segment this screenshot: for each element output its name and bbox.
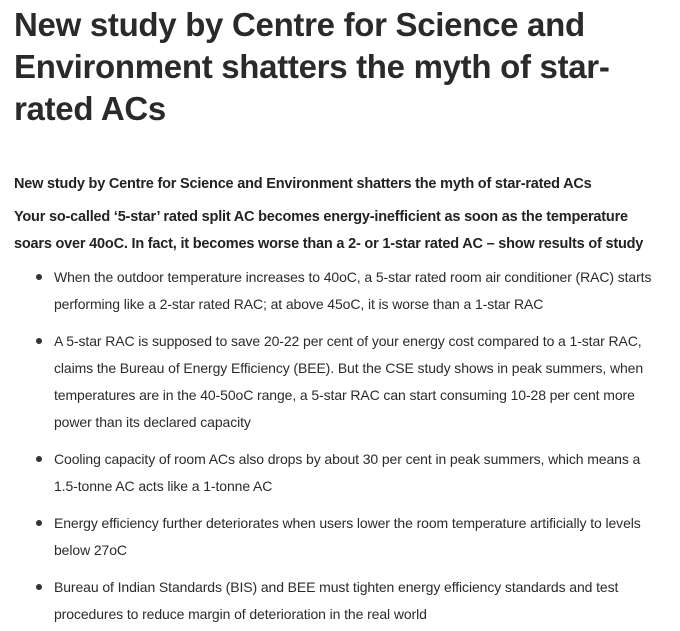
key-points-list (14, 264, 666, 628)
article-headline: New study by Centre for Science and Environment shatters the myth of star-rated ACs (14, 6, 610, 127)
bullet-icon (36, 456, 42, 462)
list-item-text: Cooling capacity of room ACs also drops by about 30 per cent in peak summers, which means a 1.5-tonne AC acts like a 1-tonne AC (54, 451, 641, 494)
bullet-icon (36, 520, 42, 526)
list-item (36, 446, 666, 500)
list-item-text: Energy efficiency further deteriorates when users lower the room temperature artificially to levels below 27oC (54, 515, 641, 558)
article-subhead: New study by Centre for Science and Environment shatters the myth of star-rated ACs (14, 176, 592, 192)
list-item (36, 264, 666, 318)
list-item (36, 574, 666, 628)
bullet-icon (36, 584, 42, 590)
list-item (36, 328, 666, 436)
list-item-text: When the outdoor temperature increases to 40oC, a 5-star rated room air conditioner (RAC) starts performing like a 2-star rated RAC; at above 45oC, it is worse than a 1-star RAC (54, 269, 652, 312)
article-intro: Your so-called ‘5-star’ rated split AC becomes energy-inefficient as soon as the temperature soars over 40oC. In fact, it becomes worse than a 2- or 1-star rated AC – show results of study (14, 209, 644, 252)
bullet-icon (36, 274, 42, 280)
list-item-text: A 5-star RAC is supposed to save 20-22 per cent of your energy cost compared to a 1-star RAC, claims the Bureau of Energy Efficiency (BEE). But the CSE study shows in peak summers, when temperatures are in the 40-50oC range, a 5-star RAC can start consuming 10-28 per cent more power than its declared capacity (54, 333, 644, 430)
list-item (36, 510, 666, 564)
list-item-text: Bureau of Indian Standards (BIS) and BEE must tighten energy efficiency standards and test procedures to reduce margin of deterioration in the real world (54, 579, 619, 622)
bullet-icon (36, 338, 42, 344)
